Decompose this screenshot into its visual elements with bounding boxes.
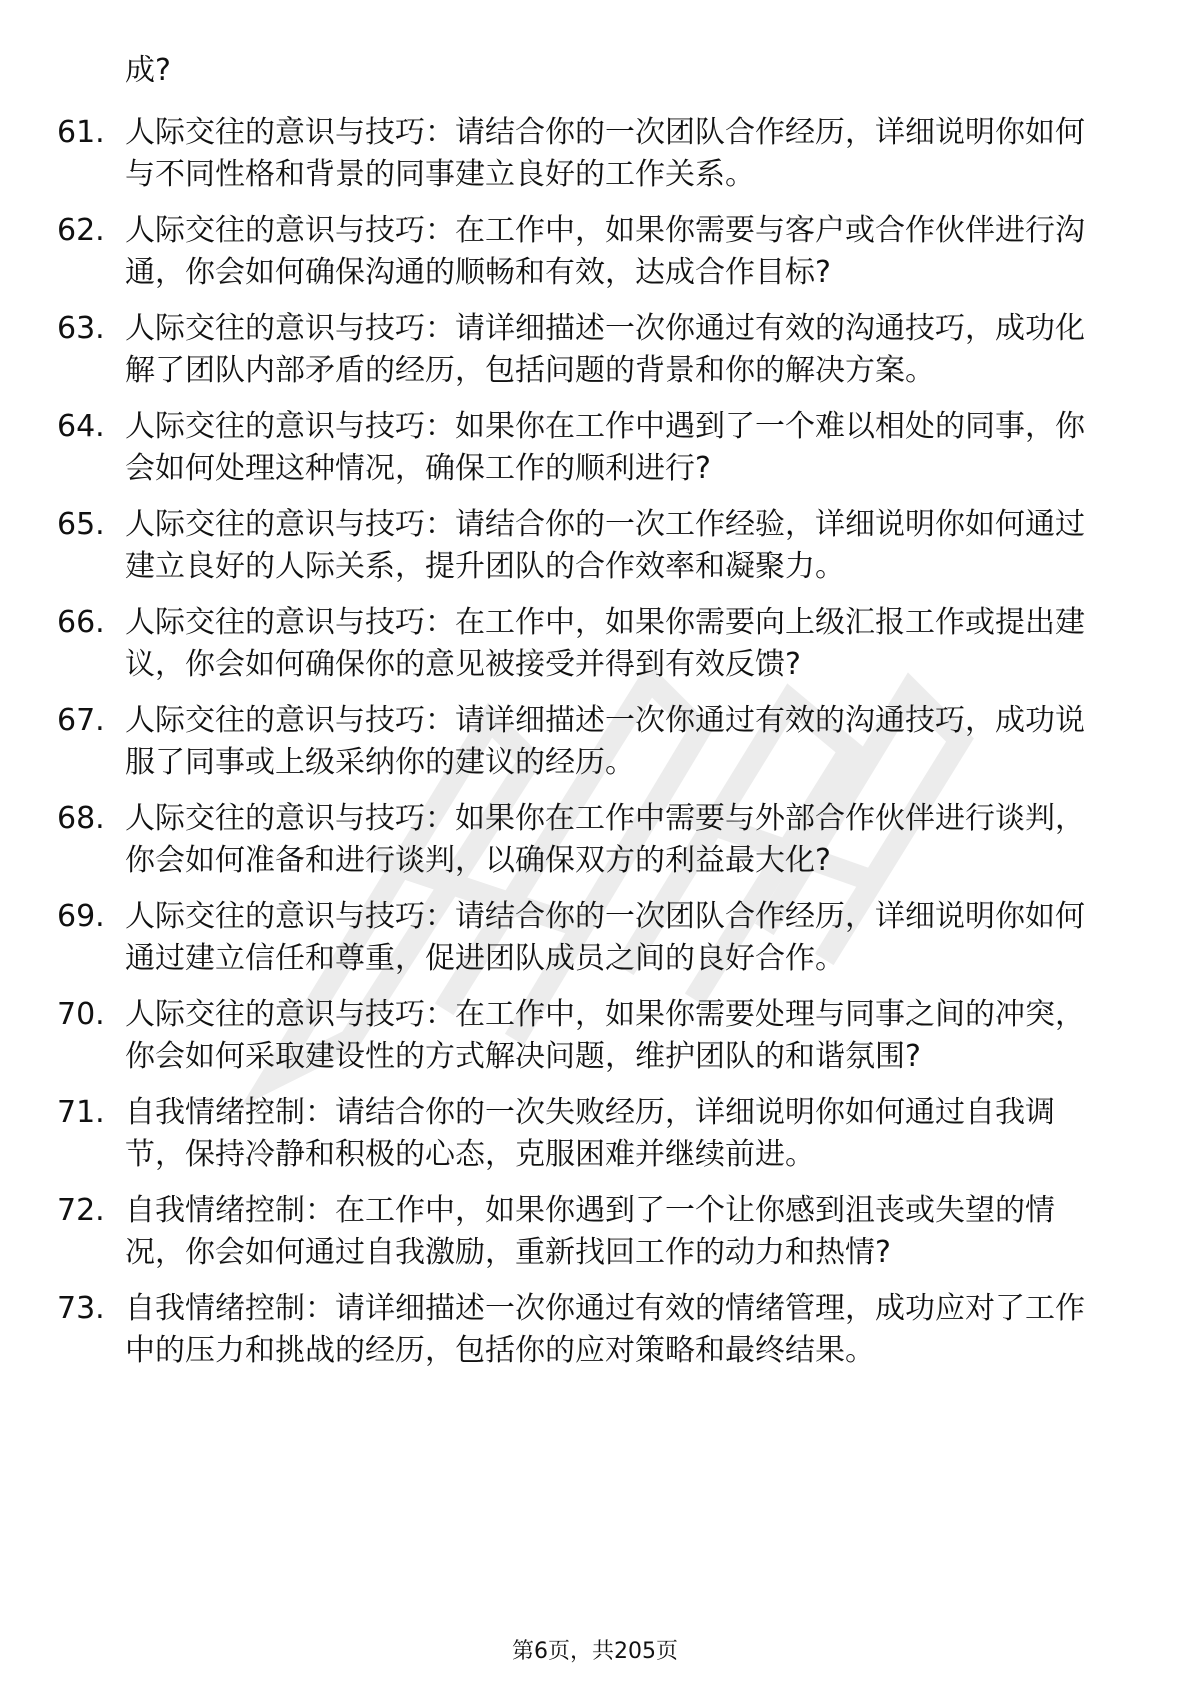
question-text: 人际交往的意识与技巧：如果你在工作中需要与外部合作伙伴进行谈判，你会如何准备和进行谈判，以确保双方的利益最大化? [125, 801, 1085, 878]
question-item [0, 504, 1190, 588]
question-number: 69. [57, 899, 105, 934]
question-item [0, 1190, 1190, 1274]
question-text: 人际交往的意识与技巧：请结合你的一次团队合作经历，详细说明你如何与不同性格和背景的同事建立良好的工作关系。 [125, 115, 1085, 192]
question-number: 67. [57, 703, 105, 738]
question-item [0, 700, 1190, 784]
question-number: 68. [57, 801, 105, 836]
question-number: 63. [57, 311, 105, 346]
question-text: 人际交往的意识与技巧：在工作中，如果你需要向上级汇报工作或提出建议，你会如何确保你的意见被接受并得到有效反馈? [125, 605, 1085, 682]
question-item [0, 112, 1190, 196]
question-item [0, 798, 1190, 882]
question-item [0, 994, 1190, 1078]
page-footer: 第6页，共205页 [512, 1639, 678, 1664]
question-text: 自我情绪控制：在工作中，如果你遇到了一个让你感到沮丧或失望的情况，你会如何通过自我激励，重新找回工作的动力和热情? [125, 1193, 1055, 1270]
question-item [0, 1288, 1190, 1372]
question-item [0, 210, 1190, 294]
question-item [0, 308, 1190, 392]
question-text: 自我情绪控制：请结合你的一次失败经历，详细说明你如何通过自我调节，保持冷静和积极的心态，克服困难并继续前进。 [125, 1095, 1055, 1172]
question-text: 自我情绪控制：请详细描述一次你通过有效的情绪管理，成功应对了工作中的压力和挑战的经历，包括你的应对策略和最终结果。 [125, 1291, 1085, 1368]
question-number: 72. [57, 1193, 105, 1228]
question-number: 64. [57, 409, 105, 444]
question-text: 人际交往的意识与技巧：请详细描述一次你通过有效的沟通技巧，成功化解了团队内部矛盾的经历，包括问题的背景和你的解决方案。 [125, 311, 1085, 388]
continuation-text: 成? [125, 53, 171, 88]
question-number: 61. [57, 115, 105, 150]
question-list [0, 112, 1190, 1386]
question-number: 62. [57, 213, 105, 248]
question-item [0, 896, 1190, 980]
question-text: 人际交往的意识与技巧：请结合你的一次工作经验，详细说明你如何通过建立良好的人际关系，提升团队的合作效率和凝聚力。 [125, 507, 1085, 584]
question-number: 71. [57, 1095, 105, 1130]
question-item [0, 1092, 1190, 1176]
question-number: 70. [57, 997, 105, 1032]
question-number: 66. [57, 605, 105, 640]
question-text: 人际交往的意识与技巧：请详细描述一次你通过有效的沟通技巧，成功说服了同事或上级采纳你的建议的经历。 [125, 703, 1085, 780]
question-text: 人际交往的意识与技巧：如果你在工作中遇到了一个难以相处的同事，你会如何处理这种情况，确保工作的顺利进行? [125, 409, 1085, 486]
question-item [0, 602, 1190, 686]
question-text: 人际交往的意识与技巧：请结合你的一次团队合作经历，详细说明你如何通过建立信任和尊重，促进团队成员之间的良好合作。 [125, 899, 1085, 976]
question-text: 人际交往的意识与技巧：在工作中，如果你需要处理与同事之间的冲突，你会如何采取建设性的方式解决问题，维护团队的和谐氛围? [125, 997, 1085, 1074]
question-number: 73. [57, 1291, 105, 1326]
question-number: 65. [57, 507, 105, 542]
question-text: 人际交往的意识与技巧：在工作中，如果你需要与客户或合作伙伴进行沟通，你会如何确保沟通的顺畅和有效，达成合作目标? [125, 213, 1085, 290]
question-item [0, 406, 1190, 490]
